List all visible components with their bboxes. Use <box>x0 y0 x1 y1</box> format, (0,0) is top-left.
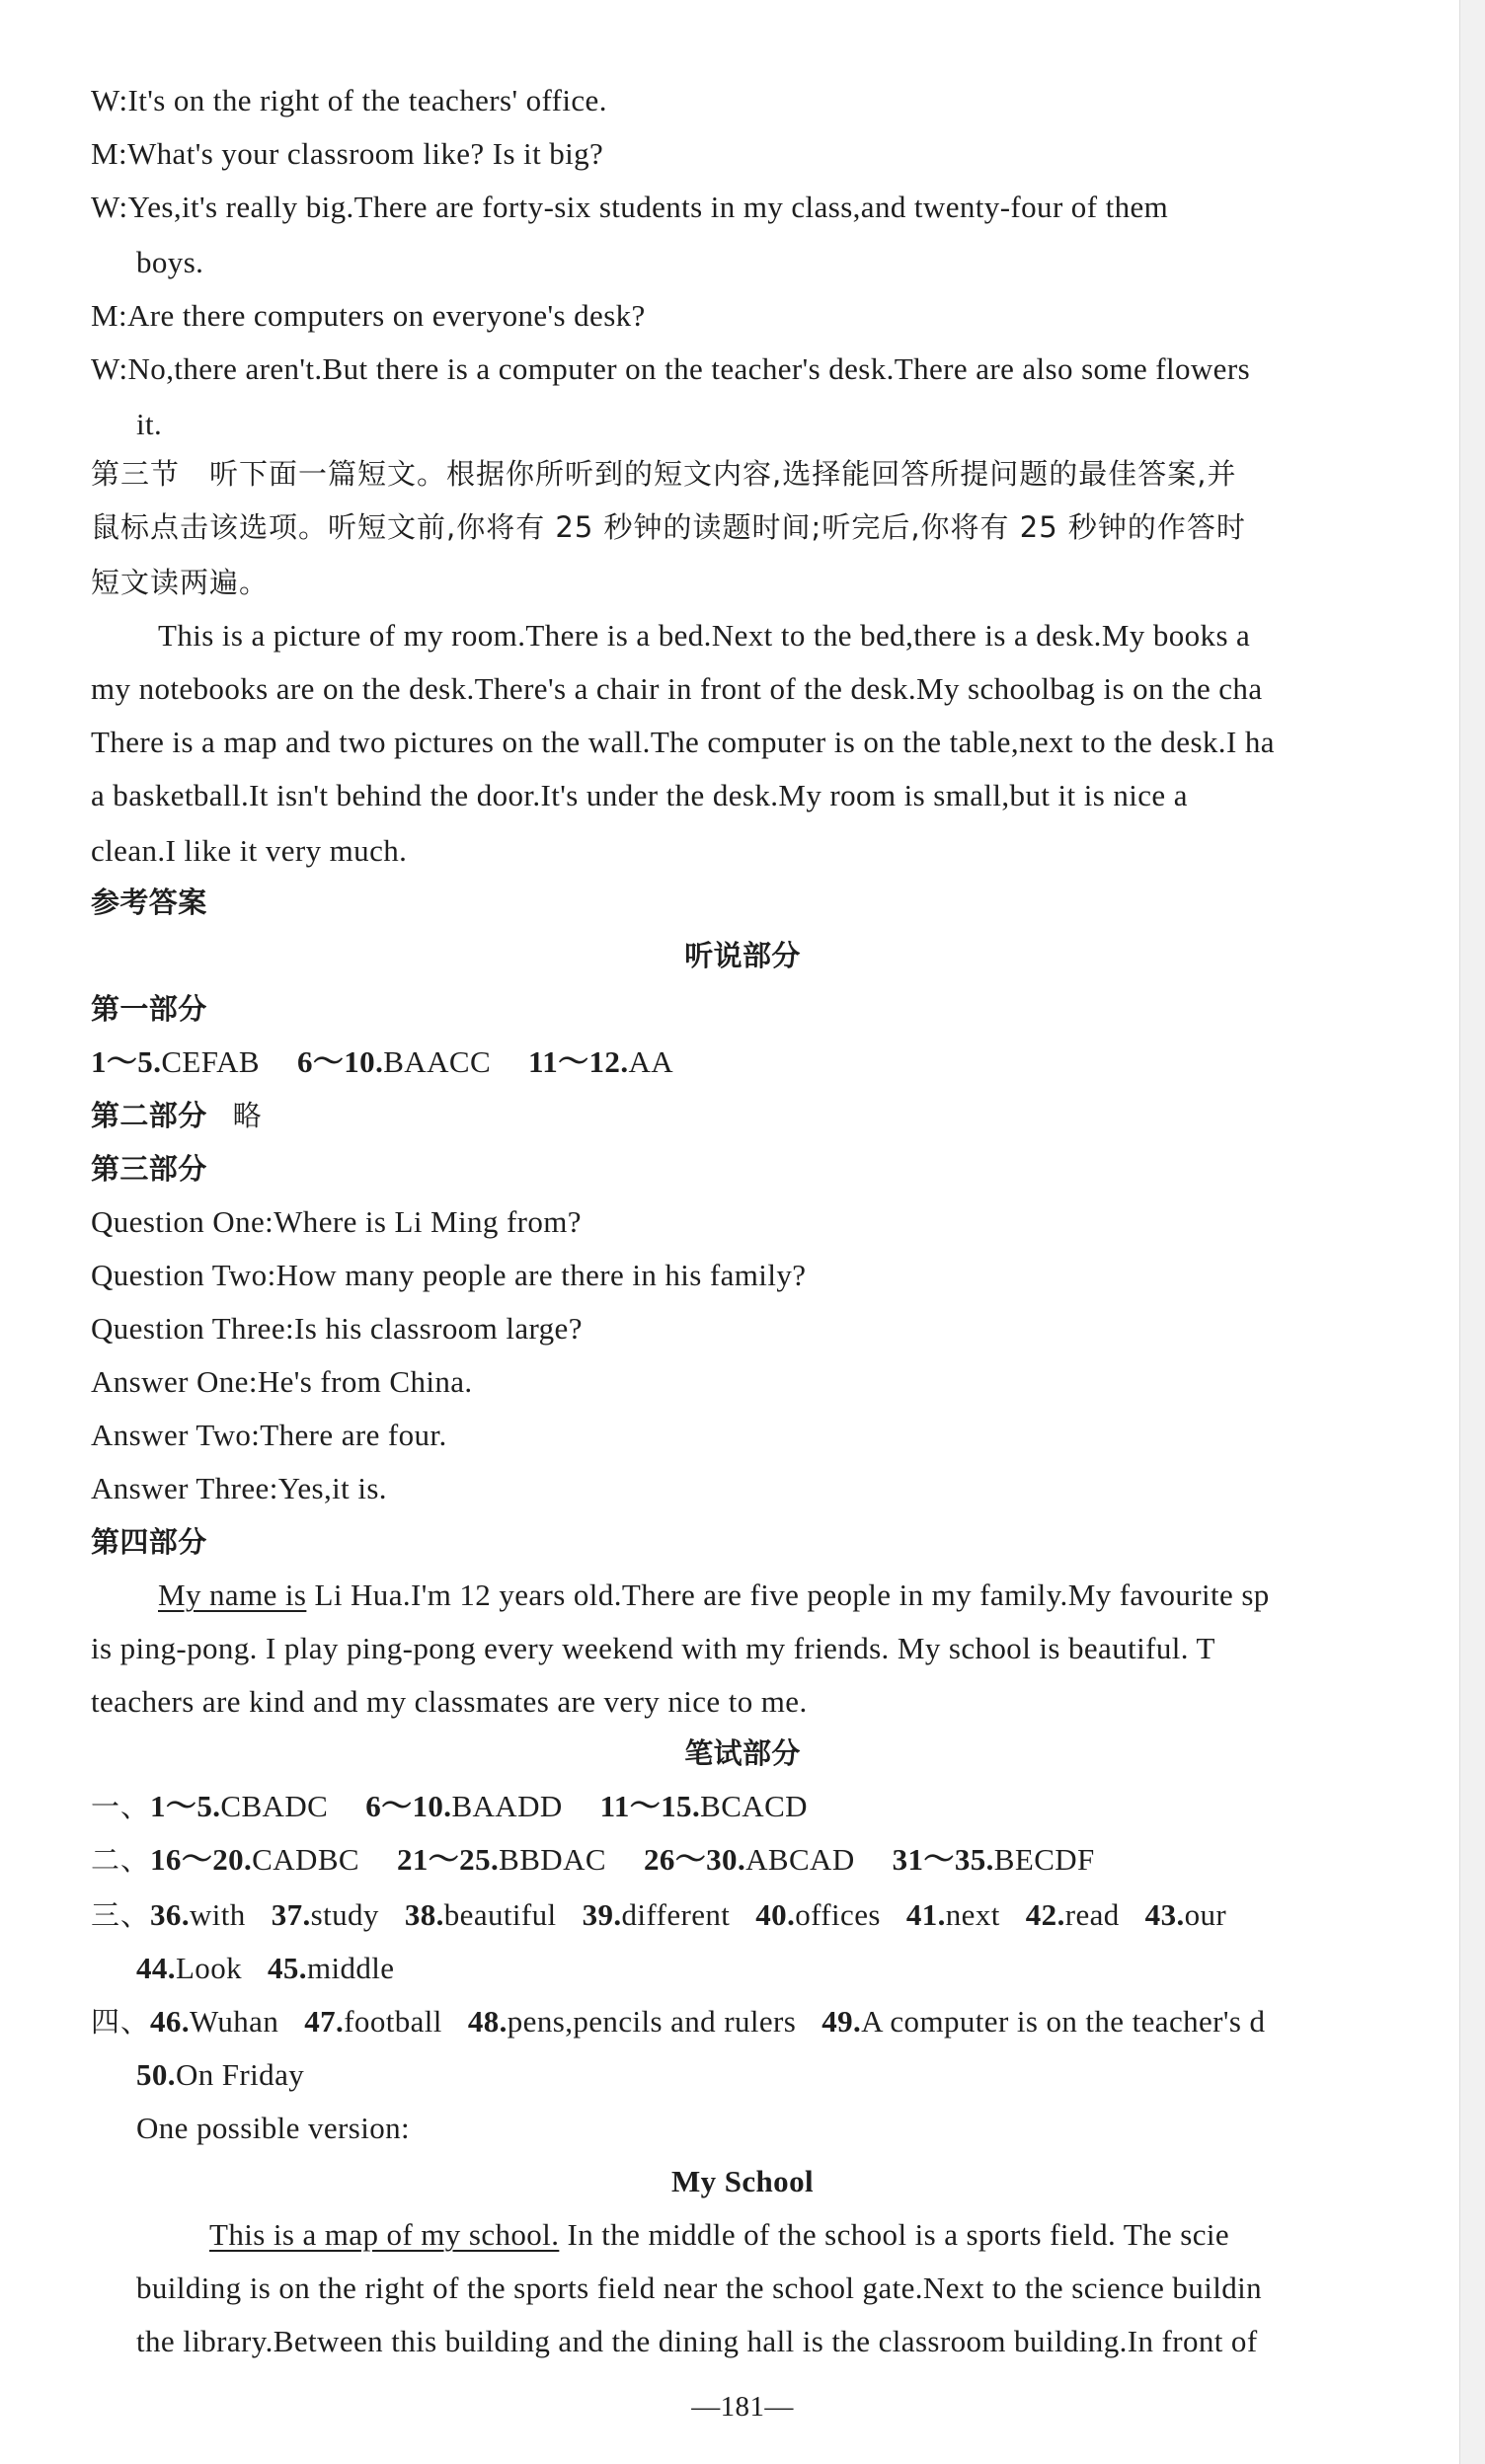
passage-line: a basketball.It isn't behind the door.It's under the desk.My room is small,but it is nice a <box>91 778 1188 812</box>
section-instruction: 短文读两遍。 <box>91 566 270 599</box>
written-s4-line1 <box>91 2002 1265 2041</box>
item-answer: next <box>945 1897 1000 1932</box>
answer-range: 21～25. <box>396 1842 500 1877</box>
dialogue-line: M:What's your classroom like? Is it big? <box>91 136 604 171</box>
section-instruction: 第三节 听下面一篇短文。根据你所听到的短文内容,选择能回答所提问题的最佳答案,并 <box>91 457 1237 491</box>
part1-answers <box>91 1042 673 1082</box>
written-s3-line1 <box>91 1895 1226 1935</box>
answer-range: 11～12. <box>528 1044 629 1079</box>
dialogue-line: W:It's on the right of the teachers' office. <box>91 83 607 117</box>
answer-range: 6～10. <box>365 1789 452 1823</box>
written-s2 <box>91 1840 1095 1880</box>
written-s1 <box>91 1787 808 1826</box>
dialogue-line: W:Yes,it's really big.There are forty-six students in my class,and twenty-four of them <box>91 190 1169 224</box>
answer-range: 16～20. <box>150 1842 253 1877</box>
part4-line: teachers are kind and my classmates are very nice to me. <box>91 1684 808 1719</box>
essay-text: In the middle of the school is a sports field. The scie <box>559 2217 1230 2252</box>
passage-line: clean.I like it very much. <box>91 833 408 868</box>
item-number: 37. <box>271 1897 311 1932</box>
item-answer: Look <box>175 1951 242 1985</box>
part3-heading: 第三部分 <box>91 1152 207 1186</box>
item-number: 40. <box>755 1897 796 1932</box>
item-answer: with <box>189 1897 246 1932</box>
item-answer: different <box>621 1897 731 1932</box>
dialogue-line: M:Are there computers on everyone's desk? <box>91 298 646 333</box>
part2-heading: 第二部分 <box>91 1099 207 1132</box>
part4-text: Li Hua.I'm 12 years old.There are five people in my family.My favourite sp <box>306 1578 1270 1612</box>
answer-letters: BAADD <box>451 1789 563 1823</box>
dialogue-line: it. <box>136 407 163 441</box>
underlined-phrase: This is a map of my school. <box>209 2217 560 2252</box>
section-label: 四、 <box>91 2005 151 2039</box>
answer-range: 1～5. <box>91 1044 162 1079</box>
item-number: 43. <box>1144 1897 1185 1932</box>
passage-line: This is a picture of my room.There is a bed.Next to the bed,there is a desk.My books a <box>158 618 1251 653</box>
part4-line <box>158 1576 1270 1615</box>
underlined-phrase: My name is <box>158 1578 307 1612</box>
listening-title: 听说部分 <box>684 939 801 972</box>
passage-line: my notebooks are on the desk.There's a chair in front of the desk.My schoolbag is on the cha <box>91 671 1263 706</box>
item-number: 44. <box>136 1951 176 1985</box>
item-answer: middle <box>306 1951 395 1985</box>
item-number: 47. <box>304 2004 345 2039</box>
answer-letters: CADBC <box>252 1842 359 1877</box>
page-edge-shadow <box>1459 0 1485 2464</box>
essay-line: building is on the right of the sports field near the school gate.Next to the science buildin <box>136 2271 1263 2305</box>
qa-line: Question One:Where is Li Ming from? <box>91 1204 582 1239</box>
item-number: 45. <box>268 1951 307 1985</box>
answer-letters: ABCAD <box>745 1842 855 1877</box>
essay-line: the library.Between this building and the dining hall is the classroom building.In front of <box>136 2324 1258 2358</box>
answer-letters: BECDF <box>993 1842 1095 1877</box>
answers-heading: 参考答案 <box>91 886 207 919</box>
answer-letters: AA <box>628 1044 674 1079</box>
answer-range: 26～30. <box>643 1842 746 1877</box>
part2-note: 略 <box>232 1099 263 1132</box>
section-label: 一、 <box>91 1790 151 1823</box>
qa-line: Answer Three:Yes,it is. <box>91 1471 387 1505</box>
qa-line: Answer One:He's from China. <box>91 1364 473 1399</box>
answer-letters: CBADC <box>220 1789 329 1823</box>
item-number: 38. <box>404 1897 444 1932</box>
item-answer: Wuhan <box>189 2004 279 2039</box>
answer-letters: BBDAC <box>499 1842 606 1877</box>
dialogue-line: W:No,there aren't.But there is a computer on the teacher's desk.There are also some flowers <box>91 351 1251 386</box>
item-number: 39. <box>582 1897 622 1932</box>
item-answer: beautiful <box>443 1897 557 1932</box>
part4-heading: 第四部分 <box>91 1525 207 1559</box>
item-answer: offices <box>795 1897 881 1932</box>
qa-line: Answer Two:There are four. <box>91 1418 447 1452</box>
section-label: 三、 <box>91 1898 151 1932</box>
item-answer: On Friday <box>175 2057 305 2092</box>
item-answer: football <box>344 2004 442 2039</box>
essay-title: My School <box>671 2164 814 2198</box>
part2-row <box>91 1096 263 1135</box>
essay-line <box>209 2215 1229 2255</box>
part4-line: is ping-pong. I play ping-pong every weekend with my friends. My school is beautiful. T <box>91 1631 1215 1665</box>
item-number: 36. <box>150 1897 190 1932</box>
qa-line: Question Two:How many people are there in his family? <box>91 1258 807 1292</box>
part1-heading: 第一部分 <box>91 992 207 1026</box>
answer-range: 6～10. <box>296 1044 384 1079</box>
page-number: —181— <box>691 2391 794 2423</box>
written-s4-line2 <box>136 2055 304 2095</box>
item-answer: our <box>1184 1897 1227 1932</box>
written-title: 笔试部分 <box>684 1736 801 1770</box>
answer-letters: CEFAB <box>161 1044 260 1079</box>
item-number: 48. <box>467 2004 508 2039</box>
item-answer: read <box>1064 1897 1120 1932</box>
answer-letters: BCACD <box>700 1789 808 1823</box>
section-label: 二、 <box>91 1843 151 1877</box>
answer-range: 31～35. <box>892 1842 994 1877</box>
answer-letters: BAACC <box>383 1044 492 1079</box>
item-answer: A computer is on the teacher's d <box>861 2004 1266 2039</box>
written-s3-line2 <box>136 1949 394 1988</box>
section-instruction: 鼠标点击该选项。听短文前,你将有 25 秒钟的读题时间;听完后,你将有 25 秒钟的作答时 <box>91 510 1246 544</box>
passage-line: There is a map and two pictures on the wall.The computer is on the table,next to the desk.I ha <box>91 725 1275 759</box>
item-number: 42. <box>1025 1897 1065 1932</box>
answer-range: 11～15. <box>599 1789 701 1823</box>
item-answer: pens,pencils and rulers <box>507 2004 797 2039</box>
item-answer: study <box>310 1897 379 1932</box>
answer-range: 1～5. <box>150 1789 221 1823</box>
item-number: 49. <box>821 2004 862 2039</box>
item-number: 46. <box>150 2004 190 2039</box>
item-number: 41. <box>905 1897 946 1932</box>
dialogue-line: boys. <box>136 245 204 279</box>
item-number: 50. <box>136 2057 176 2092</box>
qa-line: Question Three:Is his classroom large? <box>91 1311 583 1346</box>
version-label: One possible version: <box>136 2111 411 2145</box>
